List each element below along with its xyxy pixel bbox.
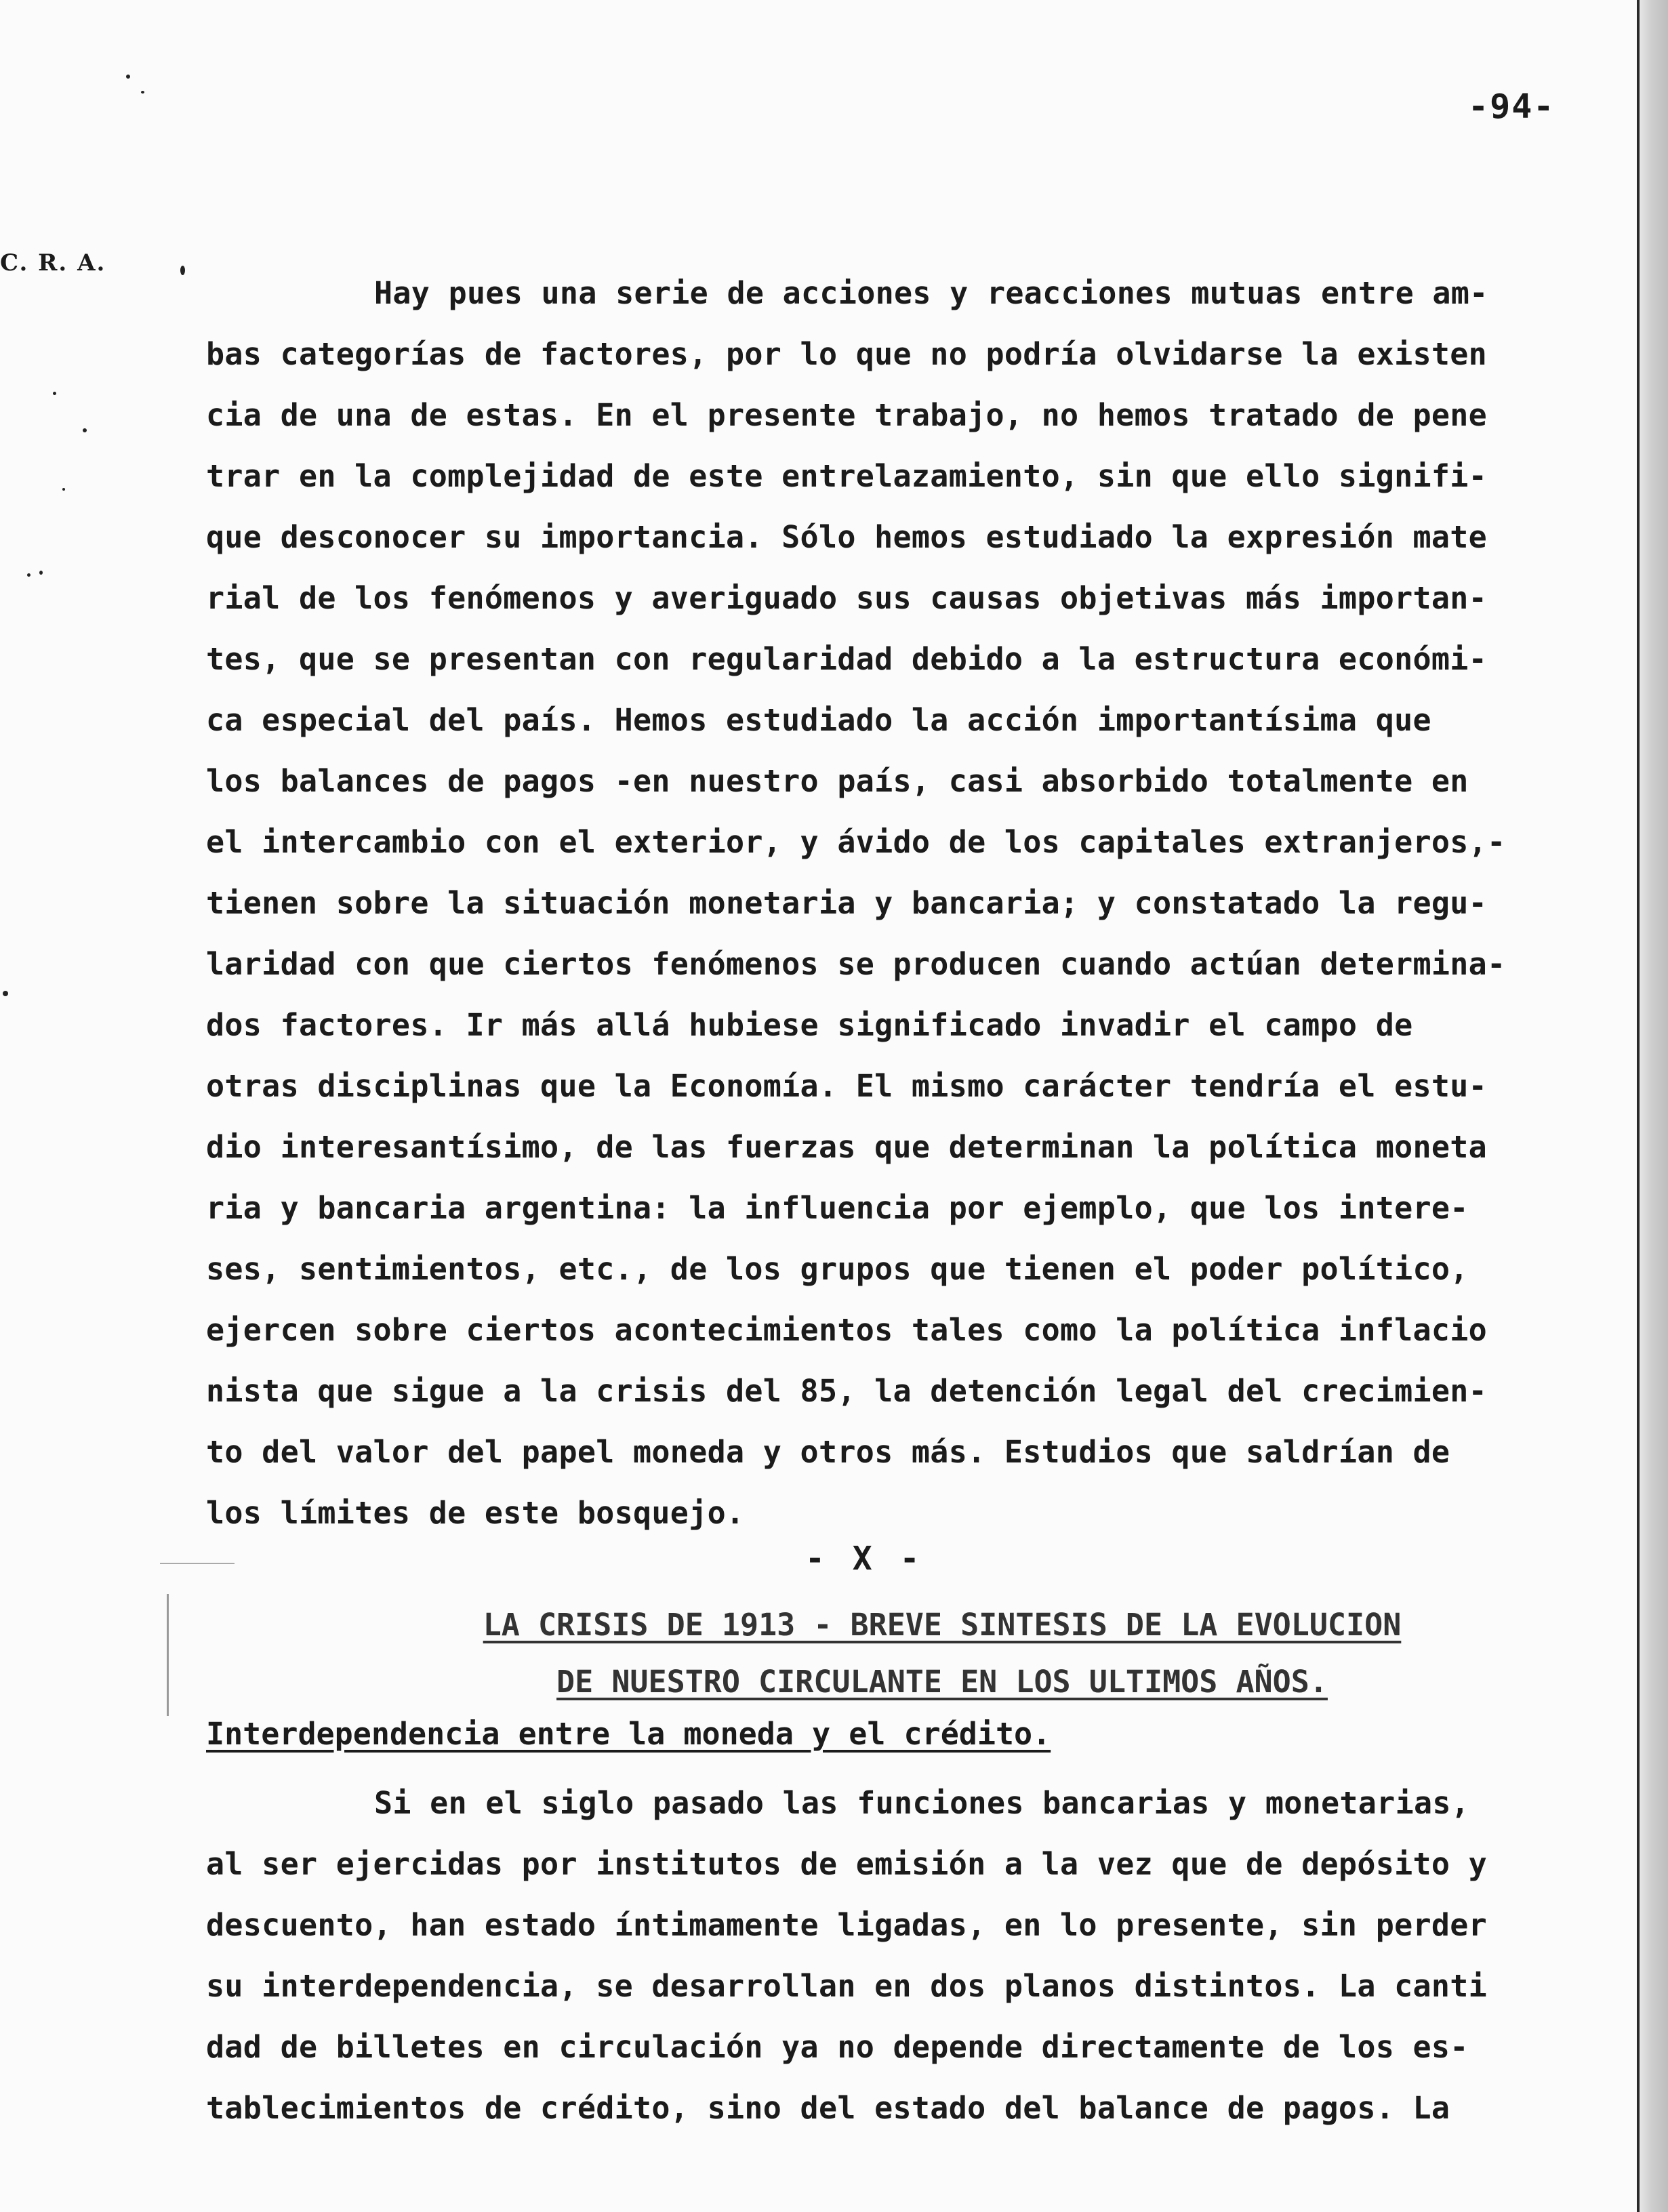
- text-line: tienen sobre la situación monetaria y bancaria; y constatado la regu-: [206, 885, 1488, 921]
- text-line: los límites de este bosquejo.: [206, 1495, 745, 1531]
- text-line: ejercen sobre ciertos acontecimientos tales como la política inflacio: [206, 1312, 1488, 1348]
- paragraph-2: [206, 1773, 1656, 2139]
- ink-speck: [141, 91, 144, 94]
- ink-speck: [62, 488, 65, 491]
- text-line: Si en el siglo pasado las funciones bancarias y monetarias,: [374, 1785, 1470, 1821]
- text-line: dio interesantísimo, de las fuerzas que determinan la política moneta: [206, 1129, 1488, 1165]
- paragraph-1: [206, 263, 1656, 1544]
- text-line: nista que sigue a la crisis del 85, la detención legal del crecimien-: [206, 1373, 1488, 1409]
- text-line: Hay pues una serie de acciones y reacciones mutuas entre am-: [374, 275, 1488, 311]
- ink-speck: [27, 573, 30, 577]
- text-line: dos factores. Ir más allá hubiese significado invadir el campo de: [206, 1007, 1413, 1043]
- margin-rule: [167, 1594, 169, 1716]
- text-line: que desconocer su importancia. Sólo hemos estudiado la expresión mate: [206, 519, 1488, 555]
- text-line: otras disciplinas que la Economía. El mismo carácter tendría el estu-: [206, 1068, 1488, 1104]
- ink-speck: [53, 392, 56, 395]
- section-number: - X -: [805, 1540, 924, 1578]
- ink-speck: [83, 428, 87, 432]
- text-line: su interdependencia, se desarrollan en dos planos distintos. La canti: [206, 1968, 1488, 2004]
- text-line: descuento, han estado íntimamente ligadas, en lo presente, sin perder: [206, 1907, 1488, 1943]
- text-line: el intercambio con el exterior, y ávido de los capitales extranjeros,-: [206, 824, 1506, 860]
- text-line: to del valor del papel moneda y otros más. Estudios que saldrían de: [206, 1434, 1450, 1470]
- margin-rule: [160, 1563, 235, 1564]
- text-line: cia de una de estas. En el presente trabajo, no hemos tratado de pene: [206, 397, 1488, 433]
- section-heading-line: DE NUESTRO CIRCULANTE EN LOS ULTIMOS AÑOS.: [556, 1664, 1328, 1700]
- ink-speck: [126, 75, 130, 79]
- text-line: rial de los fenómenos y averiguado sus causas objetivas más importan-: [206, 580, 1488, 616]
- section-heading-line: LA CRISIS DE 1913 - BREVE SINTESIS DE LA EVOLUCION: [483, 1607, 1402, 1643]
- text-line: los balances de pagos -en nuestro país, casi absorbido totalmente en: [206, 763, 1469, 799]
- ink-speck: [39, 571, 43, 575]
- text-line: tes, que se presentan con regularidad debido a la estructura económi-: [206, 641, 1488, 677]
- text-line: trar en la complejidad de este entrelazamiento, sin que ello signifi-: [206, 458, 1488, 494]
- text-line: al ser ejercidas por institutos de emisión a la vez que de depósito y: [206, 1846, 1488, 1882]
- page-number: -94-: [1468, 87, 1555, 126]
- text-line: ria y bancaria argentina: la influencia por ejemplo, que los intere-: [206, 1190, 1469, 1226]
- text-line: laridad con que ciertos fenómenos se producen cuando actúan determina-: [206, 946, 1506, 982]
- margin-note: C. R. A.: [0, 249, 106, 276]
- text-line: dad de billetes en circulación ya no depende directamente de los es-: [206, 2029, 1469, 2065]
- ink-speck: [180, 266, 185, 275]
- section-heading: [366, 1597, 1518, 1711]
- ink-speck: [3, 991, 8, 996]
- text-line: ca especial del país. Hemos estudiado la acción importantísima que: [206, 702, 1431, 738]
- subheading: Interdependencia entre la moneda y el crédito.: [206, 1716, 1051, 1752]
- text-line: ses, sentimientos, etc., de los grupos que tienen el poder político,: [206, 1251, 1469, 1287]
- text-line: tablecimientos de crédito, sino del estado del balance de pagos. La: [206, 2090, 1450, 2126]
- text-line: bas categorías de factores, por lo que no podría olvidarse la existen: [206, 336, 1488, 372]
